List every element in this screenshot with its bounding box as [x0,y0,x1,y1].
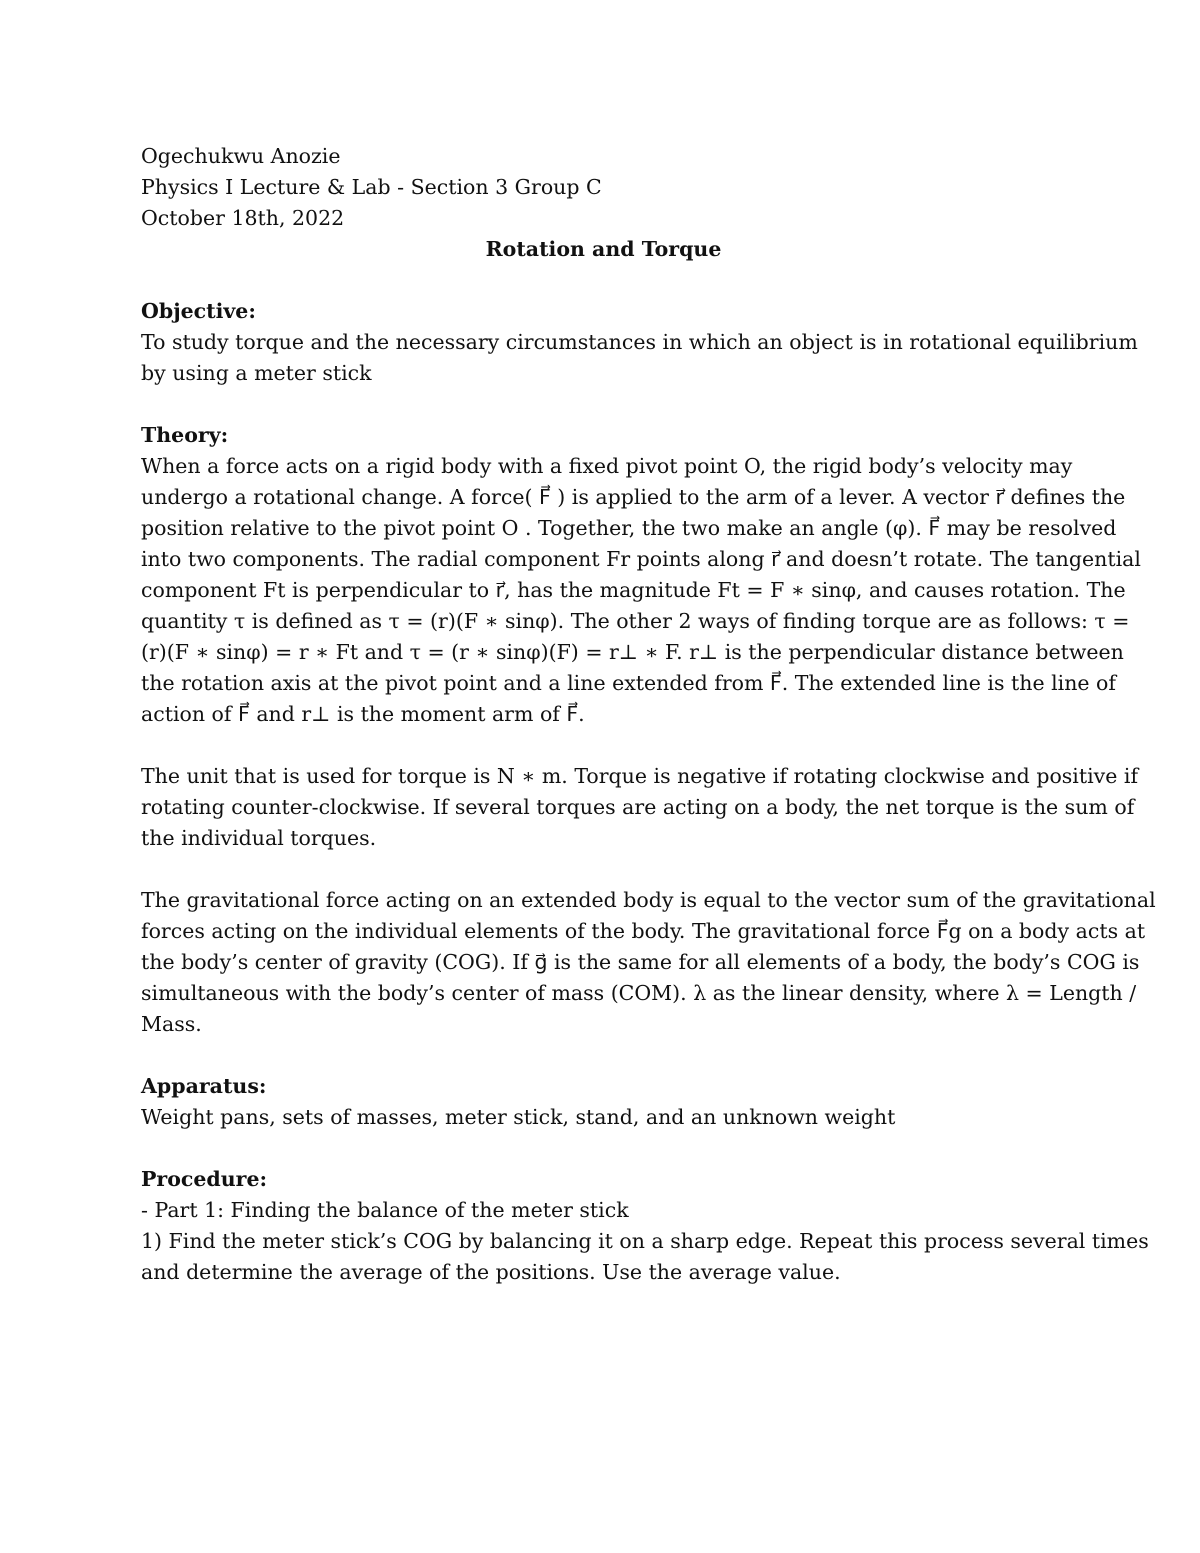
theory-line: The gravitational force acting on an extended body is equal to the vector sum of the gravitational [141,888,1156,912]
theory-line: into two components. The radial component Fr points along r⃗ and doesn’t rotate. The tangential [141,547,1141,571]
procedure-step: and determine the average of the positions. Use the average value. [141,1260,841,1284]
theory-line: When a force acts on a rigid body with a fixed pivot point O, the rigid body’s velocity may [141,454,1073,478]
theory-line: position relative to the pivot point O . Together, the two make an angle (φ). F⃗ may be resolved [141,516,1117,540]
objective-line: To study torque and the necessary circumstances in which an object is in rotational equilibrium [141,330,1138,354]
apparatus-heading: Apparatus: [141,1074,267,1098]
report-date: October 18th, 2022 [141,206,345,230]
apparatus-text: Weight pans, sets of masses, meter stick, stand, and an unknown weight [141,1105,896,1129]
theory-line: The unit that is used for torque is N ∗ m. Torque is negative if rotating clockwise and positive if [141,764,1139,788]
theory-line: the individual torques. [141,826,377,850]
theory-line: component Ft is perpendicular to r⃗, has the magnitude Ft = F ∗ sinφ, and causes rotation. The [141,578,1126,602]
theory-line: Mass. [141,1012,202,1036]
spacer [141,1040,1066,1071]
theory-line: action of F⃗ and r⊥ is the moment arm of F⃗. [141,702,585,726]
theory-line: quantity τ is defined as τ = (r)(F ∗ sinφ). The other 2 ways of finding torque are as follows: τ = [141,609,1130,633]
page-title: Rotation and Torque [485,237,722,261]
course-info: Physics I Lecture & Lab - Section 3 Group C [141,175,602,199]
objective-heading: Objective: [141,299,256,323]
theory-line: rotating counter-clockwise. If several torques are acting on a body, the net torque is the sum of [141,795,1135,819]
procedure-part-1: - Part 1: Finding the balance of the meter stick [141,1198,629,1222]
theory-paragraph-3 [141,885,1156,1040]
theory-paragraph-2 [141,761,1139,854]
theory-line: undergo a rotational change. A force( F⃗ ) is applied to the arm of a lever. A vector r⃗ defines the [141,485,1126,509]
author-name: Ogechukwu Anozie [141,144,341,168]
theory-line: the body’s center of gravity (COG). If g⃗ is the same for all elements of a body, the body’s COG is [141,950,1140,974]
theory-line: forces acting on the individual elements of the body. The gravitational force F⃗g on a body acts at [141,919,1146,943]
procedure-step: 1) Find the meter stick’s COG by balancing it on a sharp edge. Repeat this process several times [141,1229,1149,1253]
spacer [141,854,1066,885]
theory-line: simultaneous with the body’s center of mass (COM). λ as the linear density, where λ = Length / [141,981,1137,1005]
spacer [141,389,1066,420]
theory-heading: Theory: [141,423,229,447]
objective-line: by using a meter stick [141,361,372,385]
theory-line: (r)(F ∗ sinφ) = r ∗ Ft and τ = (r ∗ sinφ)(F) = r⊥ ∗ F. r⊥ is the perpendicular distance between [141,640,1124,664]
theory-line: the rotation axis at the pivot point and a line extended from F⃗. The extended line is the line of [141,671,1116,695]
spacer [141,1133,1066,1164]
theory-paragraph-1 [141,451,1141,730]
spacer [141,265,1066,296]
document-page [141,141,1156,1288]
procedure-heading: Procedure: [141,1167,268,1191]
spacer [141,730,1066,761]
